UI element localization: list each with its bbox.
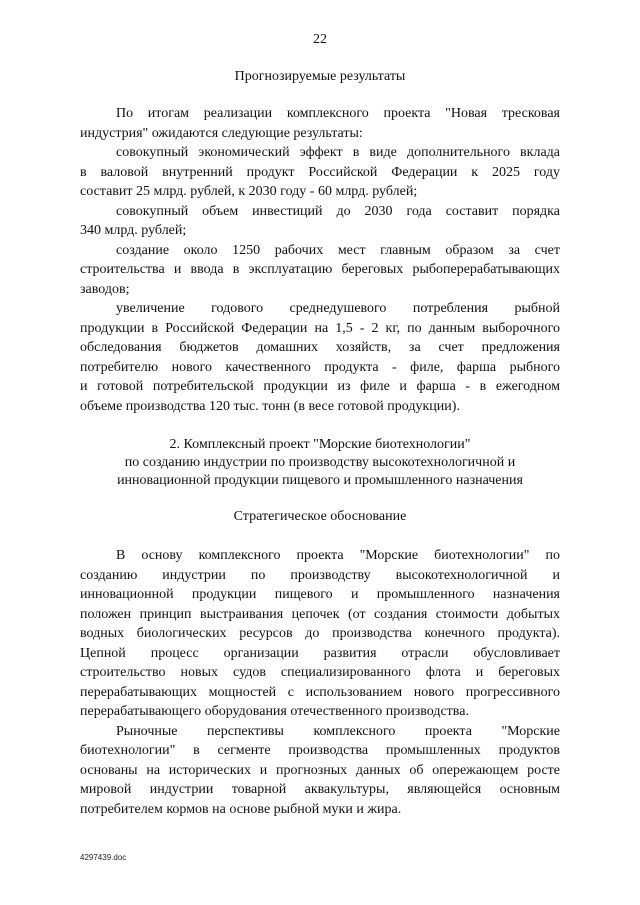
text-line: положен принцип выстраивания цепочек (от создания стоимости добытых xyxy=(80,606,560,622)
text-line: обследования бюджетов домашних хозяйств, за счет предложения xyxy=(80,340,560,355)
text-line: 340 млрд. рублей; xyxy=(80,223,187,238)
text-line: заводов; xyxy=(80,281,130,297)
document-id: 4297439.doc xyxy=(80,853,127,862)
forecast-results-body xyxy=(80,104,560,416)
section-heading-marine-biotech-project xyxy=(0,436,640,490)
heading-line: по созданию индустрии по производству высокотехнологичной и xyxy=(124,455,516,470)
text-line: Цепной процесс организации развития отрасли обусловливает xyxy=(80,645,560,661)
text-line: По итогам реализации комплексного проекта "Новая тресковая xyxy=(116,106,560,121)
text-line: совокупный экономический эффект в виде дополнительного вклада xyxy=(116,145,560,160)
text-line: создание около 1250 рабочих мест главным образом за счет xyxy=(116,242,560,258)
text-line: объеме производства 120 тыс. тонн (в весе готовой продукции). xyxy=(80,398,460,414)
text-line: перерабатывающих мощностей с использованием нового прогрессивного xyxy=(80,684,560,700)
text-line: созданию индустрии по производству высокотехнологичной и xyxy=(80,567,560,583)
text-line: перерабатывающего оборудования отечественного производства. xyxy=(80,704,469,719)
text-line: в валовой внутренний продукт Российской Федерации к 2025 году xyxy=(80,164,560,180)
text-line: увеличение годового среднедушевого потребления рыбной xyxy=(116,301,560,316)
text-line: совокупный объем инвестиций до 2030 года составит порядка xyxy=(116,203,560,219)
heading-line: инновационной продукции пищевого и промышленного назначения xyxy=(117,473,523,488)
text-line: водных биологических ресурсов до производства конечного продукта). xyxy=(80,626,560,641)
subheading-strategic-rationale: Стратегическое обоснование xyxy=(233,509,407,524)
text-line: потребителем кормов на основе рыбной муки и жира. xyxy=(80,801,402,817)
section-heading-forecast-results: Прогнозируемые результаты xyxy=(234,69,406,84)
heading-line: 2. Комплексный проект "Морские биотехнологии" xyxy=(169,437,471,452)
text-line: строительства и ввода в эксплуатацию береговых рыбоперерабатывающих xyxy=(80,262,560,277)
text-line: продукции в Российской Федерации на 1,5 - 2 кг, по данным выборочного xyxy=(80,320,560,336)
text-line: строительство новых судов специализированного флота и береговых xyxy=(80,665,560,680)
text-line: потребителю нового качественного продукта - филе, фарша рыбного xyxy=(80,359,560,375)
text-line: биотехнологии" в сегменте производства промышленных продуктов xyxy=(80,743,560,758)
text-line: основаны на исторических и прогнозных данных об опережающем росте xyxy=(80,762,560,778)
text-line: составит 25 млрд. рублей, к 2030 году - 60 млрд. рублей; xyxy=(80,184,418,199)
text-line: и готовой потребительской продукции из филе и фарша - в ежегодном xyxy=(80,379,560,394)
text-line: инновационной продукции пищевого и промышленного назначения xyxy=(80,587,560,602)
page-number: 22 xyxy=(313,32,327,47)
strategic-rationale-body xyxy=(80,546,560,819)
text-line: мировой индустрии товарной аквакультуры, являющейся основным xyxy=(80,782,560,797)
text-line: В основу комплексного проекта "Морские биотехнологии" по xyxy=(116,548,560,563)
text-line: индустрия" ожидаются следующие результаты: xyxy=(80,125,363,141)
text-line: Рыночные перспективы комплексного проекта "Морские xyxy=(116,723,560,739)
